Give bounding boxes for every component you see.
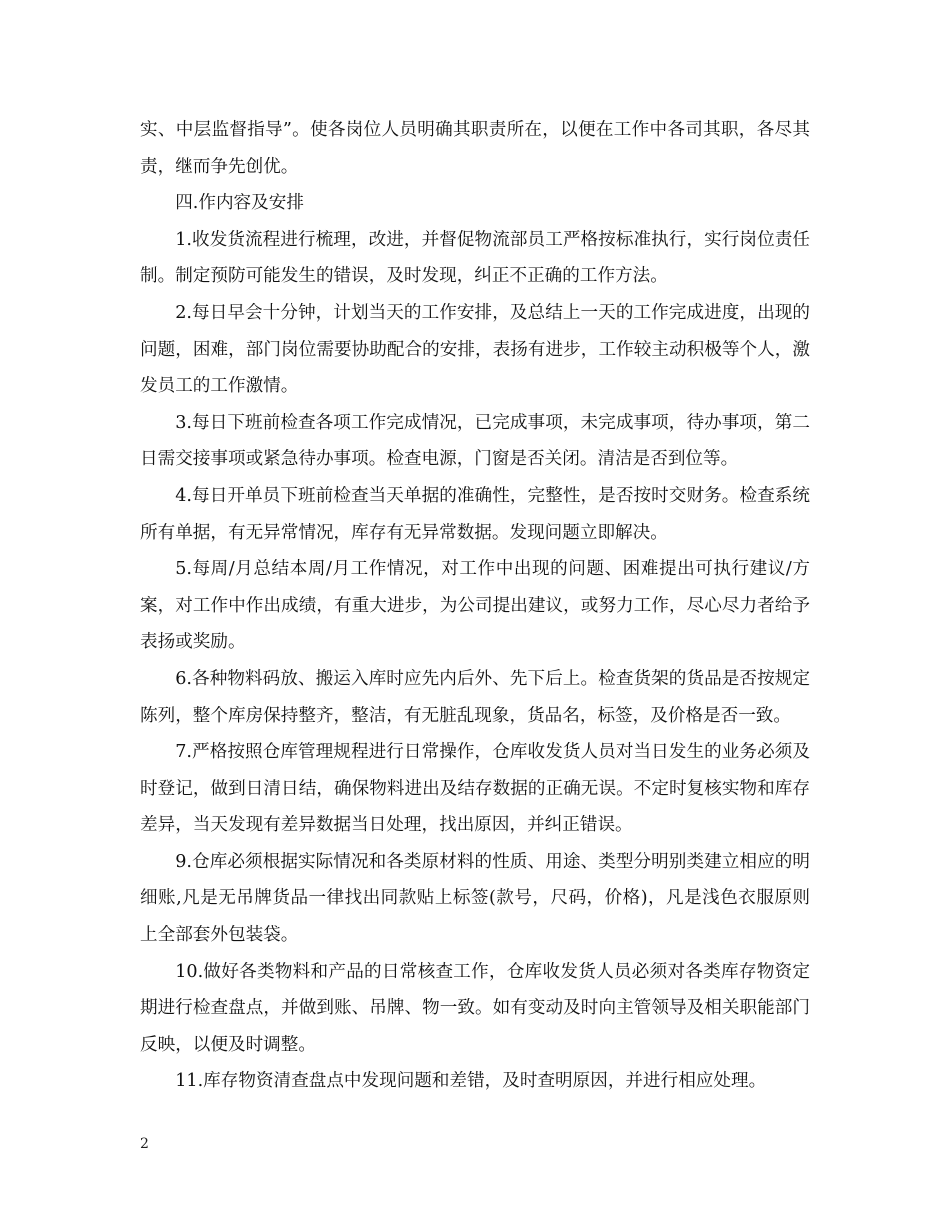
section-heading-work-content: 四.作内容及安排 (175, 193, 304, 214)
paragraph-item-6: 6.各种物料码放、搬运入库时应先内后外、先下后上。检查货架的货品是否按规定陈列，整个库房保持整齐，整洁，有无脏乱现象，货品名，标签，及价格是否一致。 (140, 668, 810, 726)
paragraph-continuation: 实、中层监督指导”。使各岗位人员明确其职责所在，以便在工作中各司其职，各尽其责，继而争先创优。 (140, 120, 810, 177)
paragraph-item-2: 2.每日早会十分钟，计划当天的工作安排，及总结上一天的工作完成进度，出现的问题，困难，部门岗位需要协助配合的安排，表扬有进步，工作较主动积极等个人，激发员工的工作激情。 (140, 302, 810, 397)
paragraph-item-11: 11.库存物资清查盘点中发现问题和差错，及时查明原因，并进行相应处理。 (175, 1071, 767, 1092)
paragraph-item-4: 4.每日开单员下班前检查当天单据的准确性，完整性，是否按时交财务。检查系统所有单据，有无异常情况，库存有无异常数据。发现问题立即解决。 (140, 485, 810, 543)
paragraph-item-7: 7.严格按照仓库管理规程进行日常操作，仓库收发货人员对当日发生的业务必须及时登记，做到日清日结，确保物料进出及结存数据的正确无误。不定时复核实物和库存差异，当天发现有差异数据当日处理，找出原因，并纠正错误。 (140, 742, 810, 836)
paragraph-item-9: 9.仓库必须根据实际情况和各类原材料的性质、用途、类型分明别类建立相应的明细账,凡是无吊牌货品一律找出同款贴上标签(款号，尺码，价格)，凡是浅色衣服原则上全部套外包装袋。 (140, 851, 810, 946)
paragraph-item-10: 10.做好各类物料和产品的日常核查工作，仓库收发货人员必须对各类库存物资定期进行检查盘点，并做到账、吊牌、物一致。如有变动及时向主管领导及相关职能部门反映，以便及时调整。 (140, 961, 810, 1055)
paragraph-item-3: 3.每日下班前检查各项工作完成情况，已完成事项，未完成事项，待办事项，第二日需交接事项或紧急待办事项。检查电源，门窗是否关闭。清洁是否到位等。 (140, 412, 810, 470)
page-number: 2 (140, 1136, 149, 1152)
document-body (140, 112, 810, 1100)
paragraph-item-1: 1.收发货流程进行梳理，改进，并督促物流部员工严格按标准执行，实行岗位责任制。制定预防可能发生的错误，及时发现，纠正不正确的工作方法。 (140, 229, 810, 287)
paragraph-item-5: 5.每周/月总结本周/月工作情况，对工作中出现的问题、困难提出可执行建议/方案，对工作中作出成绩，有重大进步，为公司提出建议，或努力工作，尽心尽力者给予表扬或奖励。 (140, 559, 810, 653)
